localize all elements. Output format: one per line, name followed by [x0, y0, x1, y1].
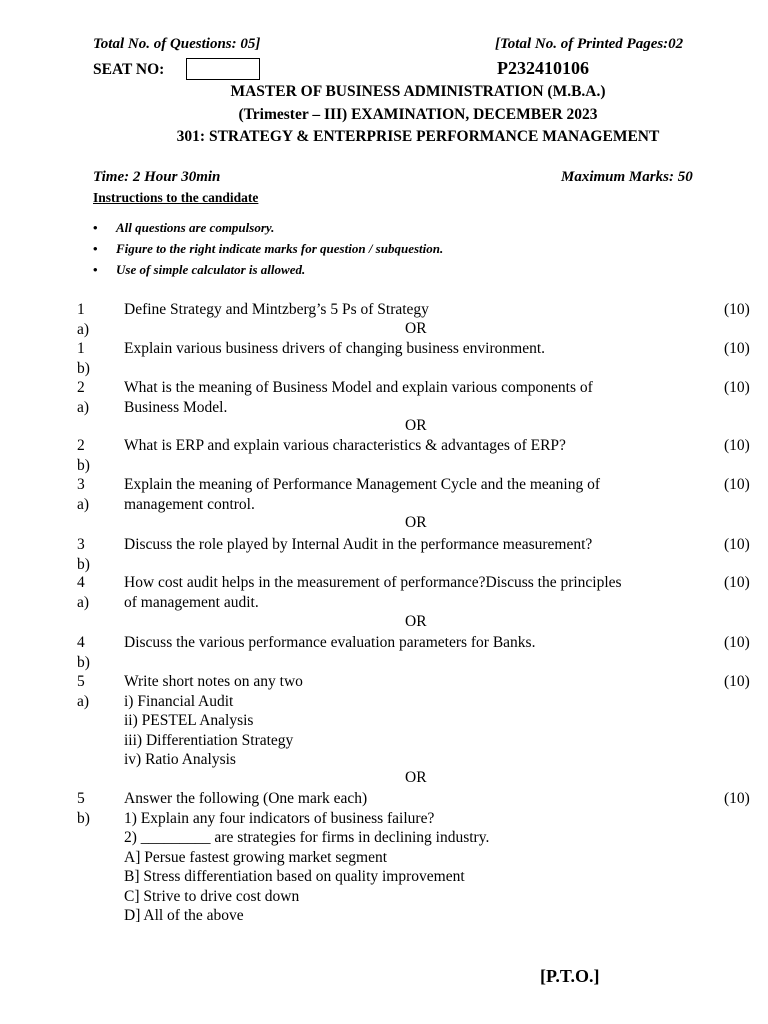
- instructions-list: [93, 217, 443, 280]
- question-marks: (10): [724, 536, 750, 553]
- or-divider: OR: [405, 417, 427, 434]
- question-number: 5 a): [77, 673, 90, 710]
- question-text: What is ERP and explain various characteristics & advantages of ERP?: [124, 437, 566, 454]
- question-number: 3 b): [77, 536, 90, 573]
- or-divider: OR: [405, 514, 427, 531]
- question-number: 1 b): [77, 340, 90, 377]
- or-divider: OR: [405, 769, 427, 786]
- program-title: MASTER OF BUSINESS ADMINISTRATION (M.B.A.): [230, 83, 606, 100]
- or-divider: OR: [405, 613, 427, 630]
- question-marks: (10): [724, 379, 750, 396]
- bullet-icon: •: [93, 220, 98, 235]
- question-text: Define Strategy and Mintzberg’s 5 Ps of Strategy: [124, 301, 429, 318]
- question-marks: (10): [724, 574, 750, 591]
- question-text: Explain the meaning of Performance Management Cycle and the meaning of management control.: [124, 476, 601, 513]
- question-number: 4 a): [77, 574, 90, 611]
- instructions-heading: Instructions to the candidate: [93, 190, 259, 205]
- seat-number-box: [186, 58, 260, 80]
- question-number: 2 a): [77, 379, 90, 416]
- seat-label: SEAT NO:: [93, 61, 165, 78]
- instruction-item: • Figure to the right indicate marks for question / subquestion.: [93, 238, 443, 259]
- question-text: Explain various business drivers of changing business environment.: [124, 340, 546, 357]
- question-marks: (10): [724, 634, 750, 651]
- or-divider: OR: [405, 320, 427, 337]
- total-pages: [Total No. of Printed Pages:02: [495, 36, 684, 52]
- time-allowed: Time: 2 Hour 30min: [93, 169, 221, 185]
- instruction-item: • All questions are compulsory.: [93, 217, 443, 238]
- question-number: 4 b): [77, 634, 90, 671]
- question-text: Answer the following (One mark each) 1) Explain any four indicators of business failure? 2) _________ are strategies for firms in declining industry. A] Persue fastest growing market segment B] Stress differentiation based on quality improvement C] Strive to drive cost down D] All of the above: [124, 790, 490, 924]
- maximum-marks: Maximum Marks: 50: [561, 169, 693, 185]
- question-marks: (10): [724, 476, 750, 493]
- question-text: Discuss the role played by Internal Audit in the performance measurement?: [124, 536, 593, 553]
- subject-title: 301: STRATEGY & ENTERPRISE PERFORMANCE MANAGEMENT: [176, 128, 660, 145]
- question-text: Discuss the various performance evaluation parameters for Banks.: [124, 634, 536, 651]
- question-text: How cost audit helps in the measurement of performance?Discuss the principles of management audit.: [124, 574, 622, 611]
- question-marks: (10): [724, 437, 750, 454]
- question-text: Write short notes on any two i) Financial Audit ii) PESTEL Analysis iii) Differentiation Strategy iv) Ratio Analysis: [124, 673, 303, 768]
- question-marks: (10): [724, 340, 750, 357]
- paper-code: P232410106: [497, 58, 589, 78]
- question-text: What is the meaning of Business Model and explain various components of Business Model.: [124, 379, 593, 416]
- question-number: 3 a): [77, 476, 90, 513]
- exam-title: (Trimester – III) EXAMINATION, DECEMBER 2023: [238, 106, 598, 123]
- question-number: 5 b): [77, 790, 90, 827]
- bullet-icon: •: [93, 262, 98, 277]
- question-marks: (10): [724, 790, 750, 807]
- question-number: 2 b): [77, 437, 90, 474]
- instruction-item: • Use of simple calculator is allowed.: [93, 259, 443, 280]
- pto-label: [P.T.O.]: [540, 966, 600, 986]
- question-number: 1 a): [77, 301, 90, 338]
- question-marks: (10): [724, 673, 750, 690]
- question-marks: (10): [724, 301, 750, 318]
- total-questions: Total No. of Questions: 05]: [93, 36, 261, 52]
- bullet-icon: •: [93, 241, 98, 256]
